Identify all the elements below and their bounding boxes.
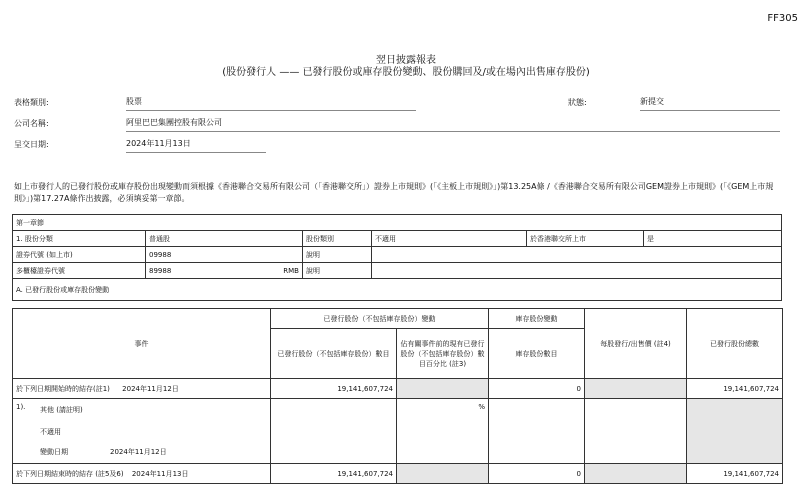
share-class-value: 普通股 <box>146 231 303 247</box>
event1-detail: 不適用 <box>40 428 61 436</box>
opening-label: 於下列日期開始時的結存(註1) <box>16 384 110 393</box>
event1-date: 2024年11月12日 <box>110 448 167 456</box>
multi-code-cell <box>146 263 303 279</box>
closing-total: 19,141,607,724 <box>687 464 783 484</box>
date-label: 呈交日期: <box>14 140 49 149</box>
movements-table <box>12 308 783 484</box>
company-label: 公司名稱: <box>14 119 49 128</box>
page-subtitle: (股份發行人 —— 已發行股份或庫存股份變動、股份購回及/或在場內出售庫存股份) <box>222 67 590 78</box>
currency: RMB <box>283 266 299 275</box>
header-price: 每股發行/出售價 (註4) <box>585 309 687 379</box>
multi-code-label: 多櫃檯證券代號 <box>13 263 146 279</box>
opening-balance-row <box>13 379 271 399</box>
listed-label: 於香港聯交所上市 <box>527 231 644 247</box>
share-type-label: 股份類別 <box>303 231 372 247</box>
status-label: 狀態: <box>568 98 587 107</box>
header-total: 已發行股份總數 <box>687 309 783 379</box>
opening-date: 2024年11月12日 <box>122 384 179 393</box>
form-code: FF305 <box>767 13 798 24</box>
closing-issued: 19,141,607,724 <box>271 464 397 484</box>
company-value: 阿里巴巴集團控股有限公司 <box>126 117 780 132</box>
opening-total: 19,141,607,724 <box>687 379 783 399</box>
stock-code-label: 證券代號 (如上市) <box>13 247 146 263</box>
closing-balance-row <box>13 464 271 484</box>
multi-code-value: 89988 <box>149 266 172 275</box>
form-type-label: 表格類別: <box>14 98 49 107</box>
event1-number: 1). <box>16 403 26 411</box>
opening-issued: 19,141,607,724 <box>271 379 397 399</box>
header-issued-pct: 佔有關事件前的現有已發行股份（不包括庫存股份）數目百分比 (註3) <box>397 329 489 379</box>
share-type-value: 不適用 <box>372 231 527 247</box>
status-value: 新提交 <box>640 96 780 111</box>
submission-date: 2024年11月13日 <box>126 138 266 153</box>
header-treasury-group: 庫存股份變動 <box>489 309 585 329</box>
listed-value: 是 <box>644 231 782 247</box>
header-treasury-count: 庫存股份數目 <box>489 329 585 379</box>
share-class-label: 1. 股份分類 <box>13 231 146 247</box>
header-issued-group: 已發行股份（不包括庫存股份）變動 <box>271 309 489 329</box>
opening-treasury: 0 <box>489 379 585 399</box>
description-label-2: 說明 <box>303 263 372 279</box>
section-a-title: A. 已發行股份或庫存股份變動 <box>13 279 782 301</box>
page-title: 翌日披露報表 <box>376 55 436 66</box>
header-issued-count: 已發行股份（不包括庫存股份）數目 <box>271 329 397 379</box>
closing-label: 於下列日期結束時的結存 (註5及6) <box>16 469 124 478</box>
event1-type: 其他 (請註明) <box>40 406 83 414</box>
closing-date: 2024年11月13日 <box>131 469 189 478</box>
event1-date-label: 變動日期 <box>40 448 68 456</box>
form-type-value: 股票 <box>126 96 416 111</box>
stock-code-value: 09988 <box>146 247 303 263</box>
intro-text: 如上市發行人的已發行股份或庫存股份出現變動而須根據《香港聯合交易所有限公司（「香港聯交所」）證券上市規則》(「《主板上市規則》」)第13.25A條 /《香港聯合交易所有限公司GEM證券上市規則》(「《GEM上市規則》」)第17.27A條作出披露，必須填妥第一章節。 <box>14 182 774 203</box>
closing-treasury: 0 <box>489 464 585 484</box>
event1-cell <box>13 399 271 464</box>
section1-table <box>12 214 782 301</box>
section1-title: 第一章節 <box>13 215 782 231</box>
description-label: 說明 <box>303 247 372 263</box>
event1-pct: % <box>397 399 489 464</box>
header-event: 事件 <box>13 309 271 379</box>
